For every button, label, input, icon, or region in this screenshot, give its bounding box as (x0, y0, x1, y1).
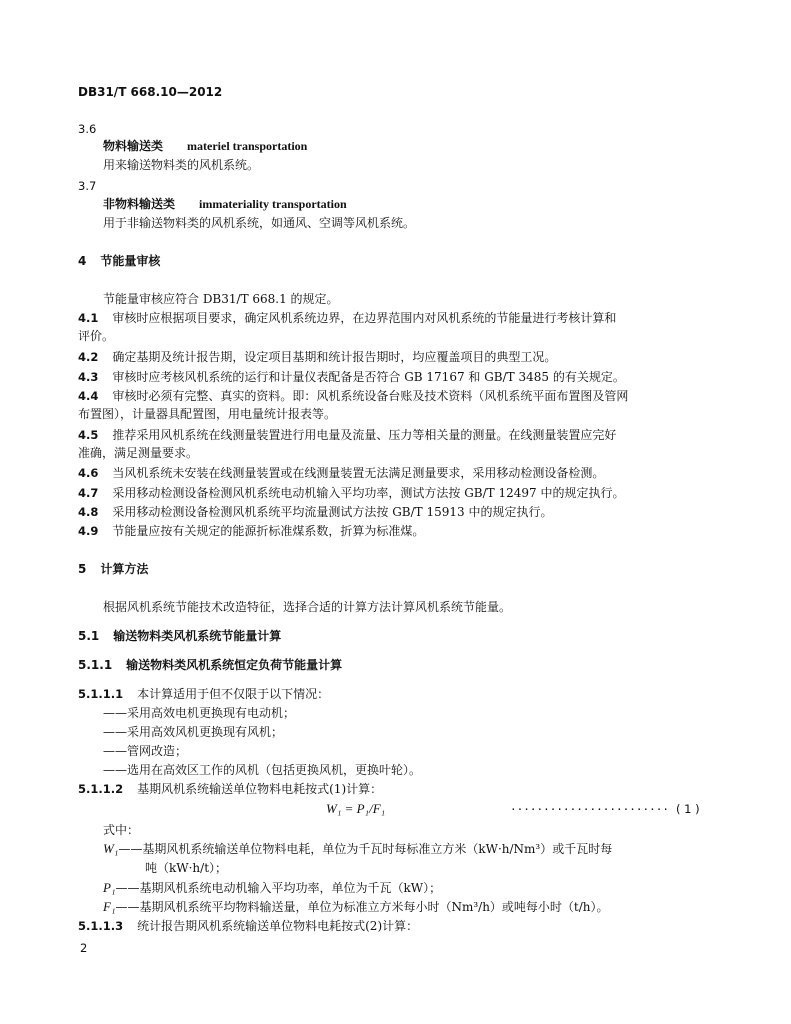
clause-4-8: 4.8 采用移动检测设备检测风机系统平均流量测试方法按 GB/T 15913 中的规定执行。 (78, 505, 553, 519)
clause-4-9: 4.9 节能量应按有关规定的能源折标准煤系数，折算为标准煤。 (78, 524, 425, 538)
subsection-heading: 5.1 输送物料类风机系统节能量计算 (78, 629, 282, 643)
clause-number: 3.6 (78, 122, 97, 136)
clause-4-4-cont: 布置图），计量器具配置图，用电量统计报表等。 (78, 407, 337, 421)
section-heading: 5 计算方法 (78, 562, 149, 576)
term-definition: 用于非输送物料类的风机系统，如通风、空调等风机系统。 (103, 216, 416, 230)
list-item: ——采用高效电机更换现有电动机； (103, 706, 296, 720)
clause-5-1-1-2: 5.1.1.2 基期风机系统输送单位物料电耗按式(1)计算： (78, 782, 383, 796)
formula-leader-dots: ························ (510, 803, 669, 816)
clause-4-6: 4.6 当风机系统未安装在线测量装置或在线测量装置无法满足测量要求，采用移动检测设备检测。 (78, 466, 605, 480)
term-en: materiel transportation (187, 139, 308, 153)
doc-code: DB31/T 668.10—2012 (78, 85, 223, 99)
clause-4-5-cont: 准确，满足测量要求。 (78, 446, 199, 460)
subsection-heading: 5.1.1 输送物料类风机系统恒定负荷节能量计算 (78, 658, 343, 672)
symbol-definition: F₁——基期风机系统平均物料输送量，单位为标准立方米每小时（Nm³/h）或吨每小时（t/h）。 (103, 899, 609, 914)
term-entry (103, 196, 347, 212)
clause-5-1-1-3: 5.1.1.3 统计报告期风机系统输送单位物料电耗按式(2)计算： (78, 919, 419, 933)
symbol-definition-cont: 吨（kW·h/t）； (145, 861, 228, 875)
symbol-definition: P₁——基期风机系统电动机输入平均功率，单位为千瓦（kW）； (103, 880, 442, 895)
where-label: 式中： (103, 823, 140, 837)
section-heading: 4 节能量审核 (78, 254, 161, 268)
term-definition: 用来输送物料类的风机系统。 (103, 158, 260, 172)
clause-number: 3.7 (78, 179, 97, 193)
clause-4-4: 4.4 审核时必须有完整、真实的资料。即：风机系统设备台账及技术资料（风机系统平面布置图及管网 (78, 389, 629, 403)
page-number: 2 (80, 941, 88, 955)
list-item: ——采用高效风机更换现有风机； (103, 725, 284, 739)
term-cn: 非物料输送类 (103, 197, 176, 211)
clause-4-7: 4.7 采用移动检测设备检测风机系统电动机输入平均功率，测试方法按 GB/T 12497 中的规定执行。 (78, 486, 625, 500)
clause-4-5: 4.5 推荐采用风机系统在线测量装置进行用电量及流量、压力等相关量的测量。在线测量装置应完好 (78, 428, 617, 442)
paragraph: 节能量审核应符合 DB31/T 668.1 的规定。 (103, 292, 339, 306)
term-entry (103, 138, 307, 154)
term-cn: 物料输送类 (103, 139, 164, 153)
clause-4-2: 4.2 确定基期及统计报告期，设定项目基期和统计报告期时，均应覆盖项目的典型工况。 (78, 350, 557, 364)
clause-4-3: 4.3 审核时应考核风机系统的运行和计量仪表配备是否符合 GB 17167 和 GB/T 3485 的有关规定。 (78, 370, 625, 384)
clause-4-1-cont: 评价。 (78, 329, 115, 343)
symbol-definition: W₁——基期风机系统输送单位物料电耗，单位为千瓦时每标准立方米（kW·h/Nm³）或千瓦时每 (103, 841, 613, 856)
paragraph: 根据风机系统节能技术改造特征，选择合适的计算方法计算风机系统节能量。 (103, 600, 512, 614)
list-item: ——管网改造； (103, 744, 188, 758)
clause-4-1: 4.1 审核时应根据项目要求，确定风机系统边界，在边界范围内对风机系统的节能量进行考核计算和 (78, 311, 617, 325)
formula-1: W₁ = P₁/F₁ (326, 801, 386, 816)
formula-number: ( 1 ) (676, 802, 700, 816)
term-en: immateriality transportation (199, 197, 347, 211)
clause-5-1-1-1: 5.1.1.1 本计算适用于但不仅限于以下情况： (78, 687, 330, 701)
list-item: ——选用在高效区工作的风机（包括更换风机，更换叶轮）。 (103, 763, 422, 777)
